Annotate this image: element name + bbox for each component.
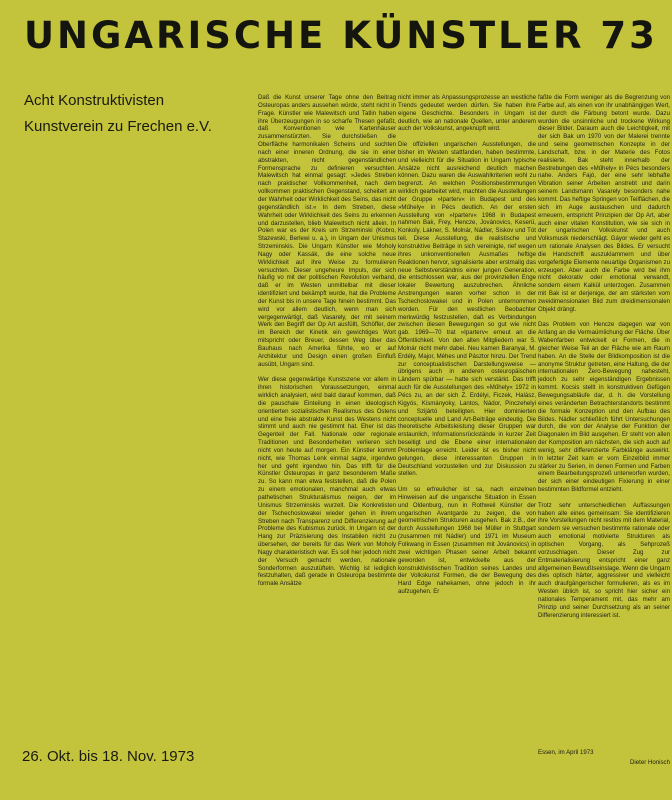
paragraph: nicht immer als Anpassungsprozesse an westliche Trends gedeutet werden dürfen. Sie haben ihre eigene Geschichte. Besonders in Ungarn ist deutlich, wie an nationale Quellen, unter anderem auch der Volkskunst, angeknüpft wird.	[398, 94, 536, 133]
paragraph: Um so erfreulicher ist sa, nach einzelnen Hinweisen auf die ungarische Situation in Essen und Oldenburg, nun in Rothweil Künstler der ungarischen Avantgarde zu zeigen, die von geometrischen Strukturen ausgehen. Bak z.B., der durch Ausstellungen 1968 bei Müller in Stuttgart (zusammen mit Nádler) und 1971 im Museum Folkwang in Essen (zusammen mit Jovánovics) in zwei wichtigen Phasen seiner Arbeit bekannt geworden ist, entwickelte aus der konstruktivistischen Tradition seines Landes und der Volkskunst Formen, die der Bewegung des Hard Edge nahekamen, ohne jedoch in ihr aufzugehen. Er	[398, 486, 536, 596]
paragraph: Trotz sehr unterschiedlichen Auffassungen haben alle eines gemeinsam: Sie identifizieren ihre Vorstellungen nicht restlos mit dem Material, sondern sie versuchen bestimmte rationale oder auch emotional motivierte Strukturen als optischen Vorgang, als Sehprozeß vorzuschlagen. Dieser Zug zur Entmaterialisierung entspricht einer ganz allgemeinen Bewußtseinslage. Wenn die Ungarn dies optisch härter, aggressiver und vielleicht auch draufgängerischer formulieren, als es im Westen üblich ist, so spricht hier sicher ein nationales Temperament mit, das mehr am Prinzip und seiner Durchsetzung als an seiner Differenzierung interessiert ist.	[538, 501, 670, 619]
subtitle-venue: Kunstverein zu Frechen e.V.	[24, 118, 212, 135]
signoff	[538, 748, 670, 768]
signoff-author: Dieter Honisch	[630, 759, 670, 766]
paragraph: Das Problem von Hencze dagegen war von Anfang an die Vermaümlichung der Fläche. Über Wabenfarben entwickelt er Formen, die in gleicher Weise Teil an der Fläche wie am Raum haben. An die Stelle der Bildkomposition ist die anonyme Struktur getreten, eine Haltung, die der internationalen Zero-Bewegung nahesteht, jedoch zu sehr eigenständigen Ergebnissen kommt. Kocsis stellt in konstruktiven Gefügen Bewegungsabläufe dar, d. h. die Vorstellung eines veränderten Betrachterstandorts bestimmt die formale Konzeption und den Aufbau des Bildes. Nádler schließlich führt Untersuchungen durch, die von der Analyse der Funktion der Diagonalen im Bild ausgehen. Er steht von allen der Komposition am nächsten, die sich auch auf wenig, sehr differenzierte Farbklänge auswirkt. In letzter Zeit kam er vom Einzelbild immer stärker zu Serien, in denen Formen und Farben einem Bearbeitungsprozeß unterworfen wurden, der sich einer eindeutigen Fixierung in einer bestimmten Bildformel entzieht.	[538, 321, 670, 494]
signoff-place: Essen, im April 1973	[538, 749, 594, 756]
text-column-3	[538, 94, 670, 744]
text-column-2	[398, 94, 536, 784]
paragraph: Die offiziellen ungarischen Ausstellungen, die bisher im Westen stattfanden, haben bestimmte, und vielleicht für die Situation in Ungarn typische Ansätze nicht ausreichend deutlich machen können. Dazu waren die Auswahlkriterien wohl zu begrenzt. An welchen Positionsbestimmungen wirklich gearbeitet wird, machten die Ausstellungen der Gruppe »Iparterv« in Budapest und des »Műhely« in Pécs deutlich. An der ersten Ausstellung von »Iparterv« 1968 in Budapest nahmen Bak, Frey, Hencze, Jovánovics, Keserü, Konkoly, Lakner, S. Molnár, Nádler, Siskov und Tót teil. Diese Ausstellung, die realistische und konstruktive Beiträge in sich vereinigte, rief wegen ihres unkonventionellen Ausmaßes heftige Reaktionen hervor, signalisierte aber erstmalig das neue Selbstverständnis einer jungen Generation, die entschlossen war, aus der provinziellen Enge lokaler Bewertung auszubrechen. Ähnliche Anstrengungen waren vorher schon in der Tschechoslowakei und in Polen unternommen worden. Für den westlichen Beobachter merkwürdig festzustellen, daß es Verbindungen zwischen diesen Bewegungen so gut wie nicht gab. 1969—70 trat »Iparterv« erneut an die Öffentlichkeit. Von den alten Mitgliedern war S. Molnár nicht mehr dabei. Neu kamen Baranyai, M. Erdély, Major, Méhes und Pásztor hinzu. Der Trend zur conceptualistischen Darstellungsweise — übrigens auch in anderen osteuropäischen Ländern spürbar — hatte sich verstärkt. Das trifft auch für die Ausstellungen des »Műhely« 1972 in Pécs zu, an der sich Z. Erdélyi, Ficzek, Halász, Kigyós, Kismányoky, Lantos, Nádor, Pinczehelyi und Szijártó beteiligten. Hier dominierten conceptuelle und Land Art-Beiträge eindeutig. Die theoretische Arbeitsleistung dieser Gruppen war erstaunlich, Informationsrückstände in kurzer Zeit beseitigt und die Ebene einer internationalen Problemlage erreicht. Leider ist es bisher nicht gelungen, diese interessanten Gruppen in Deutschland vorzustellen und zur Diskussion zu stellen.	[398, 141, 536, 478]
exhibition-dates: 26. Okt. bis 18. Nov. 1973	[22, 748, 195, 765]
paragraph: Daß die Kunst unserer Tage ohne den Beitrag Osteuropas anders aussehen würde, steht nicht in Frage. Künstler wie Malewitsch und Tatlin haben ihre Überzeugungen in so scharfe Thesen gefaßt, daß Konventionen wie Kartenhäuser zusammenstürzten. Sie durchstießen die Oberfläche harmonikalen Scheins und suchten nach einer inneren Ordnung, die sie in einer abstrakten, nicht gegenständlichen Formensprache zu definieren versuchten. Malewitsch hat einmal gesagt: »Jedes Streben nach praktischer Vollkommenheit, nach dem vollkommen praktischen Gegenstand, scheitert an der Wahrheit oder Wirklichkeit des Seins, das nicht gegenständlich ist.« In dem Streben, diese Wahrheit oder Wirklichkeit des Seins zu erkennen und darzustellen, blieb Malewitsch nicht allein. In Polen war es der Kreis um Strzeminski (Kobro, Stazewski, Berlewi u. a.), in Ungarn der Unismus Strzeminskis. Die Ungarn Künstler wie Moholy Nagy oder Kassák, die eine solche neue Wirklichkeit auf ihre Weise zu formulieren versuchten. Dieser ungeheure Impuls, der sich häufig vo mit der politischen Revolution verband, daß er im Westen unmittelbar mit dieser identifiziert und bekämpft wurde, hat die Probleme der Kunst bis in unsere Tage hinein bestimmt. Das wird vor allem deutlich, wenn man sich vergegenwärtigt, daß Vasarely, der mit seinem Werk den Begriff der Op Art ausfüllt, Schöffer, der im Bereich der Kinetik ein gewichtiges Wort mitspricht oder Breuer, dessen Weg über das Bauhaus nach Amerika führte, wo er auf Architektur und Design einen großen Einfluß ausübt, Ungarn sind.	[258, 94, 396, 368]
text-column-1	[258, 94, 396, 784]
poster-headline: UNGARISCHE KÜNSTLER 73	[24, 14, 658, 57]
paragraph: Wer diese gegenwärtige Kunstszene vor allem in ihren historischen Voraussetzungen, einmal wirklich analysiert, wird bald darauf kommen, daß die pauschale Einteilung in einen ideologisch orientierten sozialistischen Realismus des Ostens und eine freie abstrakte Kunst des Westens nicht stimmt und auch nie gestimmt hat. Eher ist das Gegenteil der Fall. Nationale oder regionale Traditionen und Besonderheiten verlieren sich nicht von heute auf morgen. Ein Künstler kommt nicht, wie Thomas Lenk einmal sagte, irgendwo her und geht irgendwo hin. Das trifft für die Künstler Osteuropas in ganz besonderem Maße zu. So kann man etwa feststellen, daß die Polen zu einem emotionalen, manchmal auch etwas pathetischen Strukturalismus neigen, der im Unismus Strzeminskis wurzelt. Die Konkretisten der Tschechoslowakei wieder gehen in ihrem Streben nach Transparenz und Differenzierung auf Probleme des Kubismus zurück. In Ungarn ist der Hang zur Präzisierung des Instabilen nicht zu übersehen, der bereits für das Werk von Moholy Nagy charakteristisch war. Es soll hier jedoch nicht der Versuch gemacht werden, nationale Sonderformen auszutüfteln. Wichtig ist lediglich festzuhalten, daß gerade in Osteuropa bestimmte formale Ansätze	[258, 376, 396, 588]
subtitle-artists: Acht Konstruktivisten	[24, 92, 165, 109]
paragraph: faßte die Form weniger als die Begrenzung von Farbe auf, als einen von ihr unabhängigen Wert, der durch die Färbung betont wurde. Dazu wurden die unsinnliche und trockene Wirkung dieser Bilder. Daraum auch die Leichtigkeit, mit der sich Bak um 1970 von der Malerei trennte und seine geometrischen Konzepte in der Landschaft, bzw. in der Materie des Fotos realisierte. Bak steht innerhalb der Bestrebungen des »Műhely« in Pécs besonders nahe. Anders Fajó, der eine sehr lebhafte Vibration seiner Arbeiten anstrebt und darin seinem Landsmann Vasarely besonders nahe kommt. Das heftige Springen von Teilflächen, die sich im Auge austauschen und dadurch erneuern, entspricht Prinzipien der Op Art, aber auch einer vitalen Konstitution, wie sie sich in der ungarischen Volkskunst und auch Volksmusik niederschlägt. Gáyor wieder geht es um rationale Analysen des Bildes. Er versucht die Handschrift auszuklammern und über vorgefertigte Elemente neuartige Organismen zu erzeugen. Aber auch die Farbe wird bei ihm nicht dekorativ oder emotional verwandt, sondern einem Kalkül unterzogen. Zusammen mit Bak ist er derjenige, der am stärksten vom zweidimensionalen Bild zum dreidimensionalen Objekt drängt.	[538, 94, 670, 313]
